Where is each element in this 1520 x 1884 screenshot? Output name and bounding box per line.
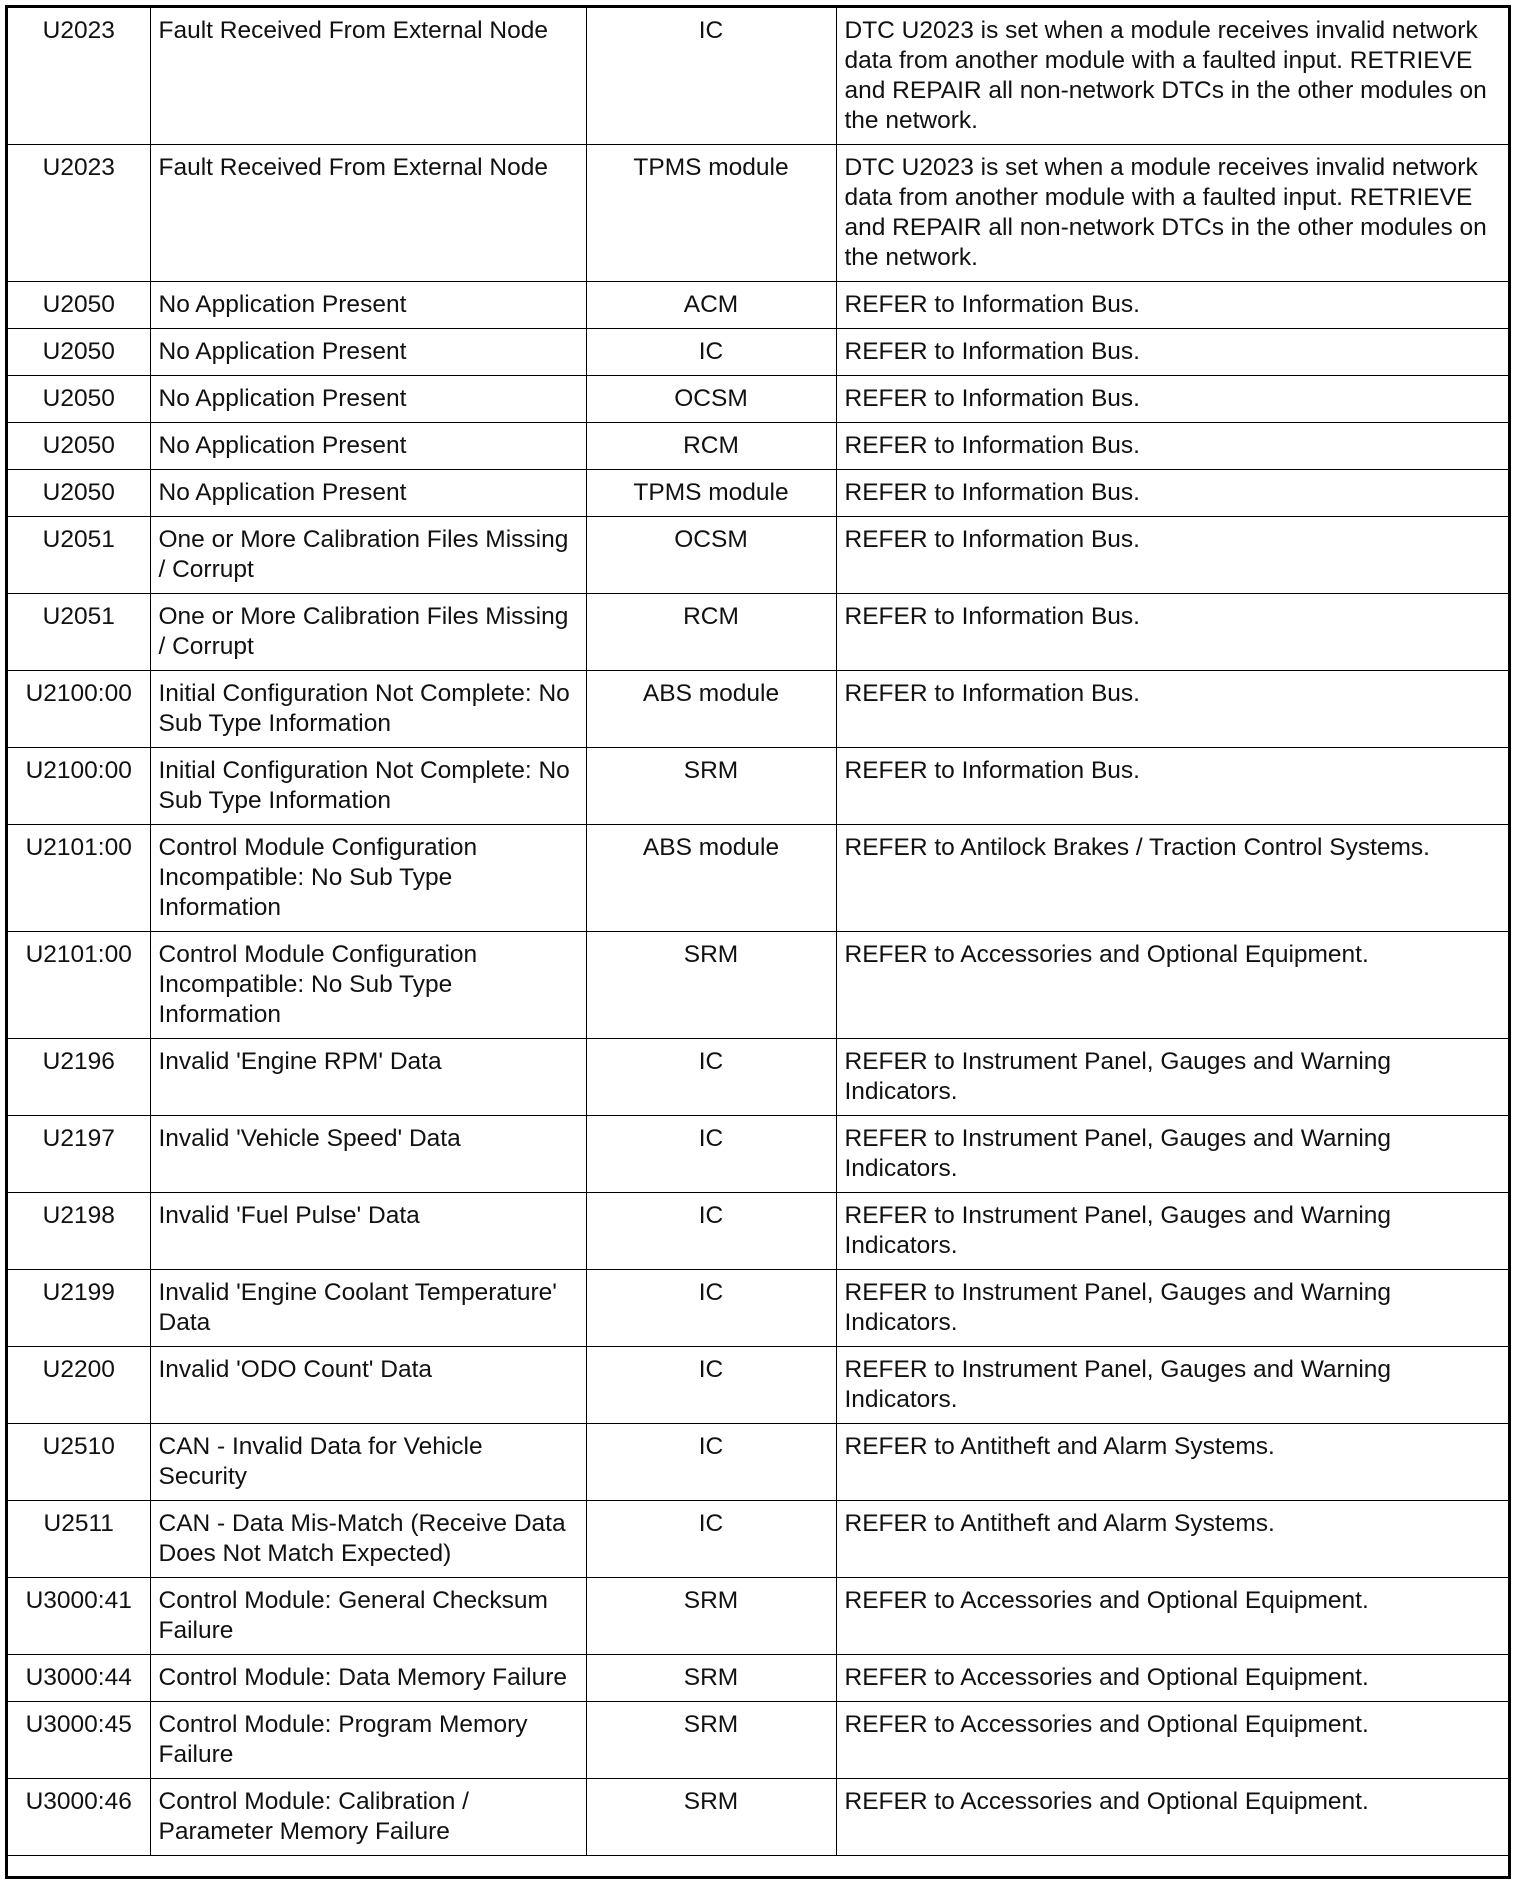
dtc-code: U2023 [8, 8, 150, 145]
dtc-code: U2050 [8, 423, 150, 470]
dtc-description: No Application Present [150, 470, 586, 517]
dtc-description: One or More Calibration Files Missing / Corrupt [150, 517, 586, 594]
dtc-description: No Application Present [150, 282, 586, 329]
dtc-description: No Application Present [150, 329, 586, 376]
table-row [8, 1193, 1511, 1270]
table-row [8, 329, 1511, 376]
dtc-code: U2511 [8, 1501, 150, 1578]
dtc-code: U3000:44 [8, 1655, 150, 1702]
dtc-action: REFER to Accessories and Optional Equipment. [836, 1779, 1511, 1856]
dtc-action: REFER to Antilock Brakes / Traction Control Systems. [836, 825, 1511, 932]
table-row [8, 1655, 1511, 1702]
dtc-module: OCSM [586, 376, 836, 423]
table-row [8, 470, 1511, 517]
dtc-action: REFER to Instrument Panel, Gauges and Warning Indicators. [836, 1193, 1511, 1270]
dtc-description: Control Module: General Checksum Failure [150, 1578, 586, 1655]
dtc-description: Control Module Configuration Incompatible: No Sub Type Information [150, 825, 586, 932]
dtc-description: Control Module: Program Memory Failure [150, 1702, 586, 1779]
dtc-action: REFER to Accessories and Optional Equipment. [836, 1655, 1511, 1702]
dtc-description: Control Module Configuration Incompatible: No Sub Type Information [150, 932, 586, 1039]
table-row [8, 8, 1511, 145]
table-row [8, 1039, 1511, 1116]
dtc-action: REFER to Information Bus. [836, 671, 1511, 748]
dtc-module: IC [586, 8, 836, 145]
table-row [8, 748, 1511, 825]
dtc-table-body [8, 8, 1511, 1856]
dtc-module: IC [586, 1270, 836, 1347]
dtc-code: U3000:41 [8, 1578, 150, 1655]
dtc-module: ABS module [586, 671, 836, 748]
dtc-action: REFER to Information Bus. [836, 329, 1511, 376]
dtc-code: U2051 [8, 517, 150, 594]
dtc-module: TPMS module [586, 470, 836, 517]
dtc-description: Invalid 'ODO Count' Data [150, 1347, 586, 1424]
dtc-module: IC [586, 1116, 836, 1193]
dtc-action: REFER to Information Bus. [836, 517, 1511, 594]
dtc-module: RCM [586, 594, 836, 671]
dtc-action: REFER to Information Bus. [836, 594, 1511, 671]
dtc-action: REFER to Instrument Panel, Gauges and Warning Indicators. [836, 1270, 1511, 1347]
dtc-description: Fault Received From External Node [150, 145, 586, 282]
dtc-code: U2200 [8, 1347, 150, 1424]
dtc-description: Initial Configuration Not Complete: No Sub Type Information [150, 671, 586, 748]
table-row [8, 376, 1511, 423]
dtc-module: RCM [586, 423, 836, 470]
dtc-description: CAN - Data Mis-Match (Receive Data Does Not Match Expected) [150, 1501, 586, 1578]
dtc-description: Invalid 'Engine Coolant Temperature' Data [150, 1270, 586, 1347]
dtc-table [8, 8, 1511, 1856]
table-row [8, 423, 1511, 470]
dtc-module: SRM [586, 1655, 836, 1702]
dtc-module: IC [586, 1039, 836, 1116]
dtc-code: U2100:00 [8, 748, 150, 825]
dtc-action: DTC U2023 is set when a module receives invalid network data from another module with a faulted input. RETRIEVE and REPAIR all non-network DTCs in the other modules on the network. [836, 145, 1511, 282]
dtc-code: U2199 [8, 1270, 150, 1347]
dtc-description: Control Module: Calibration / Parameter Memory Failure [150, 1779, 586, 1856]
dtc-module: ABS module [586, 825, 836, 932]
dtc-module: ACM [586, 282, 836, 329]
dtc-code: U3000:45 [8, 1702, 150, 1779]
dtc-description: One or More Calibration Files Missing / Corrupt [150, 594, 586, 671]
dtc-code: U2050 [8, 376, 150, 423]
dtc-code: U2197 [8, 1116, 150, 1193]
dtc-code: U2196 [8, 1039, 150, 1116]
dtc-module: IC [586, 1424, 836, 1501]
table-row [8, 1501, 1511, 1578]
dtc-description: Invalid 'Fuel Pulse' Data [150, 1193, 586, 1270]
dtc-module: IC [586, 1347, 836, 1424]
dtc-module: OCSM [586, 517, 836, 594]
dtc-module: SRM [586, 1702, 836, 1779]
table-row [8, 594, 1511, 671]
table-row [8, 1702, 1511, 1779]
table-row [8, 1116, 1511, 1193]
table-row [8, 1424, 1511, 1501]
dtc-code: U2051 [8, 594, 150, 671]
dtc-code: U2198 [8, 1193, 150, 1270]
dtc-code: U2050 [8, 470, 150, 517]
table-row [8, 1578, 1511, 1655]
table-row [8, 1270, 1511, 1347]
table-row [8, 1779, 1511, 1856]
dtc-description: CAN - Invalid Data for Vehicle Security [150, 1424, 586, 1501]
dtc-table-page [5, 5, 1511, 1879]
dtc-action: REFER to Instrument Panel, Gauges and Warning Indicators. [836, 1116, 1511, 1193]
dtc-module: TPMS module [586, 145, 836, 282]
dtc-action: REFER to Accessories and Optional Equipment. [836, 1578, 1511, 1655]
dtc-description: Invalid 'Vehicle Speed' Data [150, 1116, 586, 1193]
dtc-description: Initial Configuration Not Complete: No Sub Type Information [150, 748, 586, 825]
dtc-action: REFER to Antitheft and Alarm Systems. [836, 1424, 1511, 1501]
dtc-code: U2100:00 [8, 671, 150, 748]
table-row [8, 671, 1511, 748]
table-row [8, 1347, 1511, 1424]
dtc-module: SRM [586, 748, 836, 825]
table-row [8, 145, 1511, 282]
dtc-code: U2050 [8, 329, 150, 376]
dtc-action: DTC U2023 is set when a module receives invalid network data from another module with a faulted input. RETRIEVE and REPAIR all non-network DTCs in the other modules on the network. [836, 8, 1511, 145]
dtc-module: SRM [586, 1779, 836, 1856]
dtc-description: Invalid 'Engine RPM' Data [150, 1039, 586, 1116]
table-row [8, 825, 1511, 932]
dtc-action: REFER to Accessories and Optional Equipment. [836, 1702, 1511, 1779]
dtc-action: REFER to Accessories and Optional Equipment. [836, 932, 1511, 1039]
dtc-description: No Application Present [150, 376, 586, 423]
dtc-action: REFER to Information Bus. [836, 470, 1511, 517]
dtc-action: REFER to Information Bus. [836, 423, 1511, 470]
dtc-code: U2050 [8, 282, 150, 329]
dtc-code: U2510 [8, 1424, 150, 1501]
dtc-code: U2023 [8, 145, 150, 282]
dtc-code: U2101:00 [8, 932, 150, 1039]
dtc-description: Control Module: Data Memory Failure [150, 1655, 586, 1702]
dtc-module: IC [586, 1501, 836, 1578]
dtc-action: REFER to Instrument Panel, Gauges and Warning Indicators. [836, 1347, 1511, 1424]
table-row [8, 517, 1511, 594]
dtc-action: REFER to Information Bus. [836, 376, 1511, 423]
dtc-module: IC [586, 1193, 836, 1270]
dtc-description: No Application Present [150, 423, 586, 470]
dtc-module: SRM [586, 932, 836, 1039]
dtc-description: Fault Received From External Node [150, 8, 586, 145]
dtc-action: REFER to Information Bus. [836, 282, 1511, 329]
table-row [8, 282, 1511, 329]
dtc-action: REFER to Antitheft and Alarm Systems. [836, 1501, 1511, 1578]
dtc-action: REFER to Instrument Panel, Gauges and Warning Indicators. [836, 1039, 1511, 1116]
dtc-module: IC [586, 329, 836, 376]
table-row [8, 932, 1511, 1039]
dtc-action: REFER to Information Bus. [836, 748, 1511, 825]
dtc-module: SRM [586, 1578, 836, 1655]
dtc-code: U3000:46 [8, 1779, 150, 1856]
dtc-code: U2101:00 [8, 825, 150, 932]
